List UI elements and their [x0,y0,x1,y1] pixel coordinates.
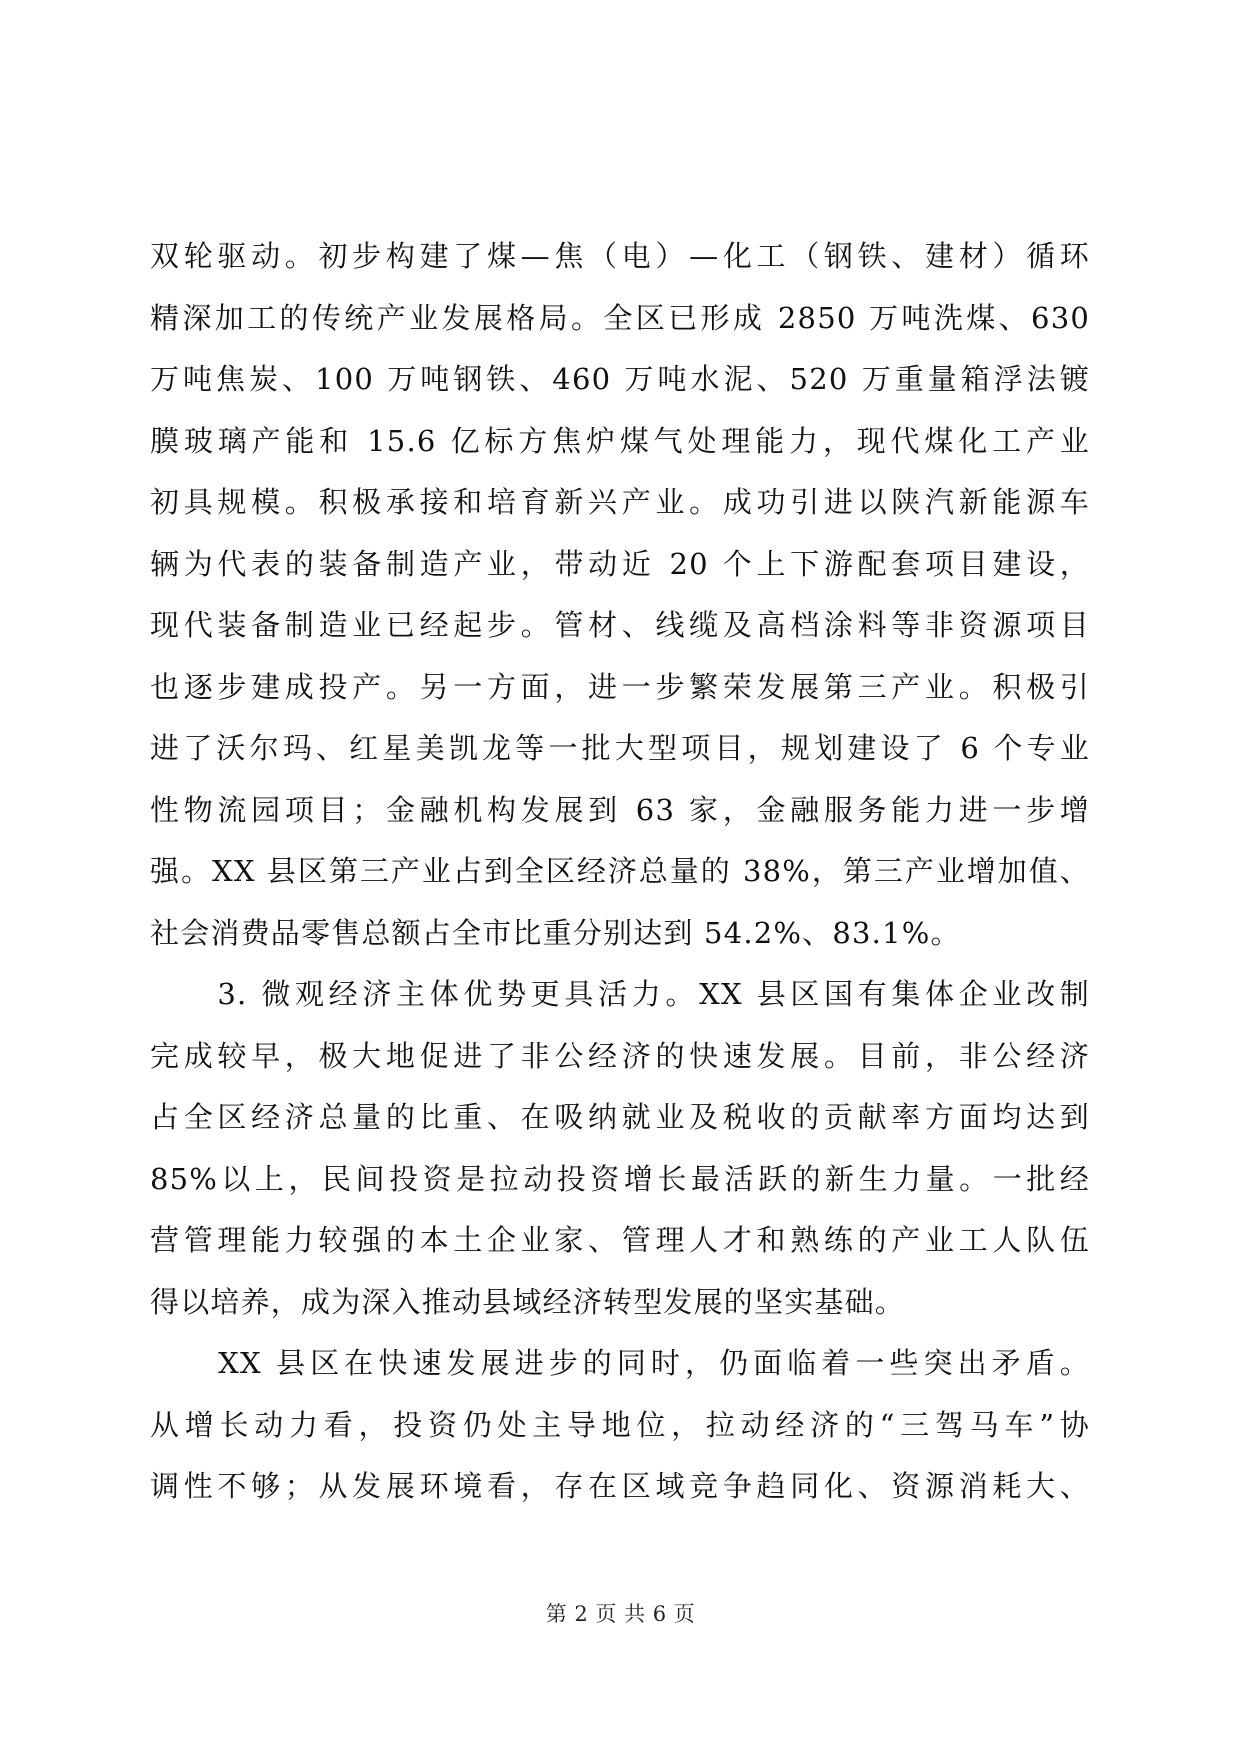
text-line: 社会消费品零售总额占全市比重分别达到 54.2%、83.1%。 [150,915,961,950]
text-line: 也逐步建成投产。另一方面，进一步繁荣发展第三产业。积极引 [150,669,1090,704]
body-text [150,226,1090,1518]
text-line: 调性不够；从发展环境看，存在区域竞争趋同化、资源消耗大、 [150,1469,1090,1503]
text-line: 3. 微观经济主体优势更具活力。XX 县区国有集体企业改制 [150,977,1090,1011]
text-line: 得以培养，成为深入推动县域经济转型发展的坚实基础。 [150,1284,906,1319]
text-line: 精深加工的传统产业发展格局。全区已形成 2850 万吨洗煤、630 [150,300,1090,335]
text-line: 进了沃尔玛、红星美凯龙等一批大型项目，规划建设了 6 个专业 [150,731,1090,765]
text-line: 从增长动力看，投资仍处主导地位，拉动经济的“三驾马车”协 [150,1407,1090,1442]
text-line: 完成较早，极大地促进了非公经济的快速发展。目前，非公经济 [150,1038,1090,1073]
text-line: 强。XX 县区第三产业占到全区经济总量的 38%，第三产业增加值、 [150,854,1090,888]
text-line: 初具规模。积极承接和培育新兴产业。成功引进以陕汽新能源车 [150,485,1090,519]
text-line: 占全区经济总量的比重、在吸纳就业及税收的贡献率方面均达到 [150,1100,1090,1134]
text-line: 双轮驱动。初步构建了煤—焦（电）—化工（钢铁、建材）循环 [150,239,1090,273]
text-line: 万吨焦炭、100 万吨钢铁、460 万吨水泥、520 万重量箱浮法镀 [150,362,1090,396]
text-line: 膜玻璃产能和 15.6 亿标方焦炉煤气处理能力，现代煤化工产业 [150,423,1090,458]
text-line: 营管理能力较强的本土企业家、管理人才和熟练的产业工人队伍 [150,1223,1090,1257]
text-line: 辆为代表的装备制造产业，带动近 20 个上下游配套项目建设， [150,546,1090,581]
text-line: 性物流园项目；金融机构发展到 63 家，金融服务能力进一步增 [150,792,1090,827]
page-number-footer: 第 2 页 共 6 页 [545,1602,696,1626]
text-line: XX 县区在快速发展进步的同时，仍面临着一些突出矛盾。 [150,1346,1090,1380]
text-line: 现代装备制造业已经起步。管材、线缆及高档涂料等非资源项目 [150,608,1090,642]
text-line: 85%以上，民间投资是拉动投资增长最活跃的新生力量。一批经 [150,1161,1090,1196]
